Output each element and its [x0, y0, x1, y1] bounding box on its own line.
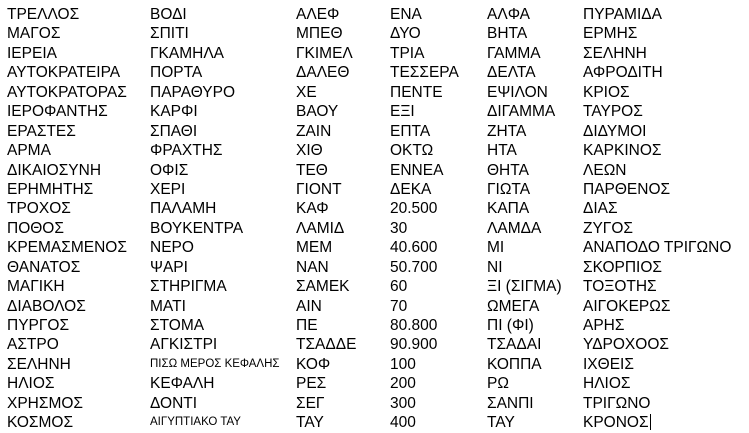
text-cell: ΔΕΛΤΑ — [487, 64, 536, 82]
text-cell: ΖΥΓΟΣ — [583, 219, 633, 237]
text-cell: ΜΠΕΘ — [296, 25, 343, 43]
text-cell: ΔΥΟ — [390, 25, 421, 43]
text-cell: ΔΙΑΒΟΛΟΣ — [7, 297, 86, 315]
text-cell: ΩΜΕΓΑ — [487, 297, 540, 315]
text-cell: ΜΙ — [487, 239, 505, 257]
text-cell: ΕΞΙ — [390, 103, 415, 121]
text-cell: ΒΗΤΑ — [487, 25, 528, 43]
text-cell: ΕΠΤΑ — [390, 122, 431, 140]
text-cell: 90.900 — [390, 336, 438, 354]
text-cell: ΤΣΑΔΑΙ — [487, 336, 542, 354]
text-cell: ΕΝΑ — [390, 6, 422, 23]
text-cell: ΤΟΞΟΤΗΣ — [583, 278, 657, 296]
text-cell: ΔΕΚΑ — [390, 180, 432, 198]
text-cell: ΘΗΤΑ — [487, 161, 529, 179]
text-cell: ΗΛΙΟΣ — [583, 375, 631, 393]
text-cell: ΜΑΓΙΚΗ — [7, 278, 65, 296]
text-cell: ΒΑΟΥ — [296, 103, 339, 121]
text-cell: ΜΑΓΟΣ — [7, 25, 61, 43]
text-cell: ΣΕΛΗΝΗ — [7, 355, 71, 373]
text-cell: ΤΑΥΡΟΣ — [583, 103, 643, 121]
text-cell: ΧΕ — [296, 83, 317, 101]
text-cell: ΧΕΡΙ — [150, 180, 186, 198]
text-cell: ΛΕΩΝ — [583, 161, 627, 179]
text-cell: ΕΡΑΣΤΕΣ — [7, 122, 76, 140]
text-cell: ΔΑΛΕΘ — [296, 64, 350, 82]
text-column-1 — [7, 5, 127, 433]
text-cell: 100 — [390, 355, 416, 373]
text-cell: ΤΡΙΓΩΝΟ — [583, 394, 651, 412]
text-cell: ΔΙΓΑΜΜΑ — [487, 103, 556, 121]
text-cell: ΠΥΡΓΟΣ — [7, 317, 70, 334]
text-cell: ΦΡΑΧΤΗΣ — [150, 142, 223, 160]
text-cell: ΔΙΑΣ — [583, 200, 618, 218]
text-cell: ΑΙΓΟΚΕΡΩΣ — [583, 297, 671, 315]
text-column-2 — [150, 5, 280, 433]
text-cell: ΚΑΡΦΙ — [150, 103, 198, 121]
text-cell: ΕΡΗΜΗΤΗΣ — [7, 180, 94, 198]
text-cell: ΨΑΡΙ — [150, 258, 188, 276]
text-cell: ΑΝΑΠΟΔΟ ΤΡΙΓΩΝΟ — [583, 239, 732, 257]
text-cell: ΣΤΗΡΙΓΜΑ — [150, 278, 227, 296]
text-cell: ΓΚΑΜΗΛΑ — [150, 44, 225, 62]
text-cell: ΚΑΠΑ — [487, 200, 530, 218]
text-cell: 50.700 — [390, 258, 438, 276]
text-cell: ΚΡΟΝΟΣ — [583, 414, 649, 432]
text-cell: ΙΧΘΕΙΣ — [583, 355, 634, 373]
text-cell: ΝΑΝ — [296, 258, 329, 276]
text-cell: ΛΑΜΔΑ — [487, 219, 542, 237]
text-cell: ΚΡΙΟΣ — [583, 83, 630, 101]
text-cell: ΧΙΘ — [296, 142, 323, 160]
text-cell: ΓΑΜΜΑ — [487, 44, 541, 62]
text-cell: ΞΙ (ΣΙΓΜΑ) — [487, 278, 562, 296]
text-cell: ΣΑΜΕΚ — [296, 278, 350, 296]
text-cell: ΑΣΤΡΟ — [7, 336, 59, 354]
text-cell: ΚΑΡΚΙΝΟΣ — [583, 142, 662, 160]
text-cell: ΔΟΝΤΙ — [150, 394, 198, 412]
text-cell: ΣΕΓ — [296, 394, 325, 412]
text-cell: ΖΗΤΑ — [487, 122, 527, 140]
text-cell: 200 — [390, 375, 416, 393]
text-cell: ΖΑΙΝ — [296, 122, 332, 140]
text-cell: ΗΛΙΟΣ — [7, 375, 55, 393]
text-cell: ΒΟΥΚΕΝΤΡΑ — [150, 219, 244, 237]
text-cell: ΔΙΚΑΙΟΣΥΝΗ — [7, 161, 102, 179]
text-cell: 20.500 — [390, 200, 438, 218]
text-column-3 — [296, 5, 356, 433]
text-cell: ΤΣΑΔΔΕ — [296, 336, 357, 354]
text-cell: 80.800 — [390, 317, 438, 334]
text-cell: ΑΛΕΦ — [296, 6, 340, 23]
text-cell: ΠΙ (ΦΙ) — [487, 317, 534, 334]
text-cell: ΙΕΡΕΙΑ — [7, 44, 57, 62]
text-cell: ΕΨΙΛΟΝ — [487, 83, 548, 101]
text-cell: ΠΕΝΤΕ — [390, 83, 443, 101]
text-cell: ΜΕΜ — [296, 239, 333, 257]
text-column-5 — [487, 5, 562, 433]
text-cell: ΣΠΙΤΙ — [150, 25, 189, 43]
text-cell: 40.600 — [390, 239, 438, 257]
text-cell: ΤΕΣΣΕΡΑ — [390, 64, 459, 82]
text-cell: ΚΡΕΜΑΣΜΕΝΟΣ — [7, 239, 127, 257]
text-cell: ΚΟΠΠΑ — [487, 355, 542, 373]
text-cell: ΠΙΣΩ ΜΕΡΟΣ ΚΕΦΑΛΗΣ — [150, 357, 280, 370]
text-cell: ΣΠΑΘΙ — [150, 122, 198, 140]
text-cell: ΣΚΟΡΠΙΟΣ — [583, 258, 662, 276]
text-cell: ΗΤΑ — [487, 142, 517, 160]
text-cell: ΛΑΜΙΔ — [296, 219, 345, 237]
text-cell: ΠΟΘΟΣ — [7, 219, 64, 237]
text-cell: ΑΥΤΟΚΡΑΤΕΙΡΑ — [7, 64, 121, 82]
text-cell: ΠΑΡΑΘΥΡΟ — [150, 83, 236, 101]
text-cell: 60 — [390, 278, 408, 296]
text-cell: ΡΩ — [487, 375, 509, 393]
text-cell: ΟΦΙΣ — [150, 161, 189, 179]
text-column-6 — [583, 5, 731, 433]
text-cell: ΝΙ — [487, 258, 503, 276]
text-cell: ΤΡΕΛΛΟΣ — [7, 6, 80, 23]
text-cell: ΚΑΦ — [296, 200, 329, 218]
text-cell: 400 — [390, 414, 416, 432]
text-cell: ΔΙΔΥΜΟΙ — [583, 122, 647, 140]
text-cell: ΑΥΤΟΚΡΑΤΟΡΑΣ — [7, 83, 127, 101]
text-cell: ΓΚΙΜΕΛ — [296, 44, 353, 62]
text-cell: ΒΟΔΙ — [150, 6, 187, 23]
text-cell: ΚΟΦ — [296, 355, 331, 373]
text-cell: ΚΟΣΜΟΣ — [7, 414, 74, 432]
text-cell: ΠΟΡΤΑ — [150, 64, 203, 82]
text-cell: ΑΙΝ — [296, 297, 322, 315]
text-cell: ΠΕ — [296, 317, 318, 334]
text-cell: ΧΡΗΣΜΟΣ — [7, 394, 84, 412]
text-cell: ΑΙΓΥΠΤΙΑΚΟ ΤΑΥ — [150, 416, 241, 429]
text-cell: ΑΡΜΑ — [7, 142, 51, 160]
text-cell: ΤΡΟΧΟΣ — [7, 200, 71, 218]
text-cell: ΣΕΛΗΝΗ — [583, 44, 647, 62]
text-cell: ΠΑΛΑΜΗ — [150, 200, 217, 218]
text-cell: ΑΦΡΟΔΙΤΗ — [583, 64, 663, 82]
text-cell: ΙΕΡΟΦΑΝΤΗΣ — [7, 103, 108, 121]
text-cell: ΑΡΗΣ — [583, 317, 625, 334]
text-cell: ΜΑΤΙ — [150, 297, 186, 315]
text-cell: 30 — [390, 219, 408, 237]
text-cell: 300 — [390, 394, 416, 412]
text-cell: ΣΑΝΠΙ — [487, 394, 534, 412]
text-cell: ΑΓΚΙΣΤΡΙ — [150, 336, 218, 354]
text-cell: ΓΙΩΤΑ — [487, 180, 531, 198]
text-cell: ΝΕΡΟ — [150, 239, 194, 257]
text-cell: ΥΔΡΟΧΟΟΣ — [583, 336, 669, 354]
text-cell: ΤΑΥ — [296, 414, 324, 432]
text-cell: ΚΕΦΑΛΗ — [150, 375, 215, 393]
text-cell: ΘΑΝΑΤΟΣ — [7, 258, 81, 276]
text-cell: 70 — [390, 297, 408, 315]
text-column-4 — [390, 5, 459, 433]
text-cell: ΠΥΡΑΜΙΔΑ — [583, 6, 662, 23]
text-cell: ΠΑΡΘΕΝΟΣ — [583, 180, 671, 198]
text-cell: ΟΚΤΩ — [390, 142, 434, 160]
text-cell: ΕΡΜΗΣ — [583, 25, 638, 43]
text-cell: ΕΝΝΕΑ — [390, 161, 444, 179]
text-cell: ΤΕΘ — [296, 161, 328, 179]
text-cell: ΤΑΥ — [487, 414, 515, 432]
text-cell: ΡΕΣ — [296, 375, 327, 393]
text-cell: ΤΡΙΑ — [390, 44, 425, 62]
text-cell: ΓΙΟΝΤ — [296, 180, 342, 198]
text-cell: ΣΤΟΜΑ — [150, 317, 205, 334]
text-cell: ΑΛΦΑ — [487, 6, 530, 23]
